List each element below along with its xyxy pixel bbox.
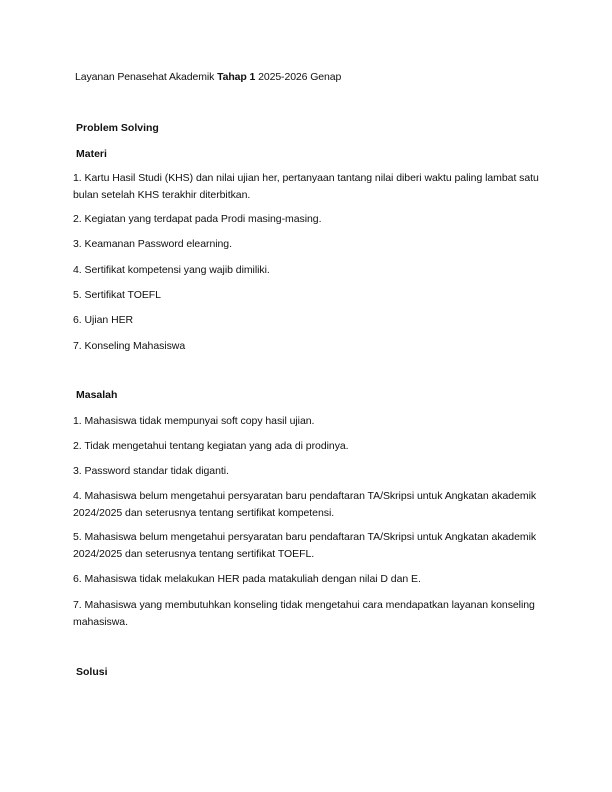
masalah-item-6: 6. Mahasiswa tidak melakukan HER pada matakuliah dengan nilai D dan E. [73,573,421,585]
masalah-item-3: 3. Password standar tidak diganti. [73,465,229,477]
title-suffix: 2025-2026 Genap [255,71,342,83]
materi-item-6: 6. Ujian HER [73,314,134,326]
materi-item-2: 2. Kegiatan yang terdapat pada Prodi masing-masing. [73,213,322,225]
heading-materi: Materi [76,148,107,160]
masalah-item-5: 5. Mahasiswa belum mengetahui persyaratan baru pendaftaran TA/Skripsi untuk Angkatan akademik 2024/2025 dan seterusnya tentang sertifikat TOEFL. [73,531,537,560]
materi-item-5: 5. Sertifikat TOEFL [73,289,161,301]
materi-item-1: 1. Kartu Hasil Studi (KHS) dan nilai ujian her, pertanyaan tantang nilai diberi waktu paling lambat satu bulan setelah KHS terakhir diterbitkan. [73,172,539,201]
materi-item-4: 4. Sertifikat kompetensi yang wajib dimiliki. [73,264,270,276]
masalah-item-2: 2. Tidak mengetahui tentang kegiatan yang ada di prodinya. [73,440,349,452]
materi-item-7: 7. Konseling Mahasiswa [73,340,186,352]
title-prefix: Layanan Penasehat Akademik [75,71,218,83]
heading-problem-solving: Problem Solving [76,122,159,134]
heading-masalah: Masalah [76,389,118,401]
materi-item-3: 3. Keamanan Password elearning. [73,238,232,250]
masalah-item-4: 4. Mahasiswa belum mengetahui persyaratan baru pendaftaran TA/Skripsi untuk Angkatan akademik 2024/2025 dan seterusnya tentang sertifikat kompetensi. [73,490,537,519]
title-bold: Tahap 1 [217,71,256,83]
heading-solusi: Solusi [76,666,108,678]
masalah-item-1: 1. Mahasiswa tidak mempunyai soft copy hasil ujian. [73,415,315,427]
document-title [75,71,341,83]
masalah-item-7: 7. Mahasiswa yang membutuhkan konseling tidak mengetahui cara mendapatkan layanan konseling mahasiswa. [73,599,535,628]
